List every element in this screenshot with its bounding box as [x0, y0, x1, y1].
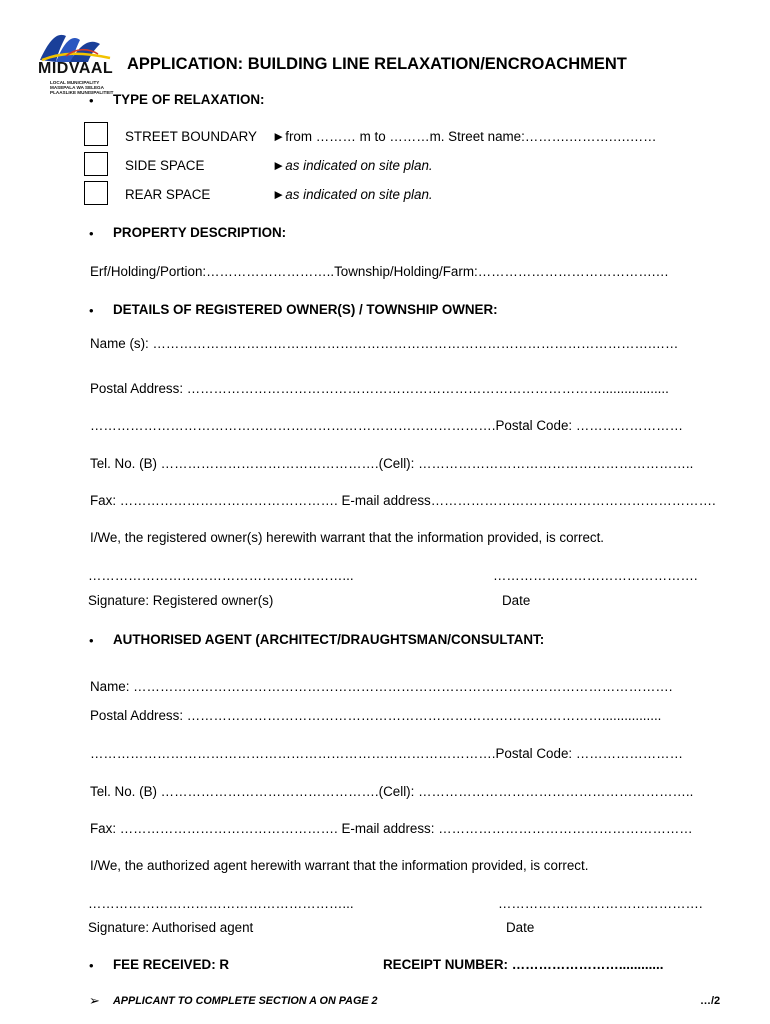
- bullet-icon: •: [89, 633, 94, 648]
- logo-subtitle-3: PLAASLIKE MUNISIPALITEIT: [50, 90, 114, 95]
- page-title: APPLICATION: BUILDING LINE RELAXATION/ENCROACHMENT: [127, 55, 627, 73]
- owner-warrant-text: I/We, the registered owner(s) herewith warrant that the information provided, is correct.: [90, 530, 605, 545]
- side-space-checkbox[interactable]: [84, 152, 108, 176]
- owner-postal-address-field[interactable]: Postal Address: …………………………………………………………………………………..................: [90, 381, 669, 396]
- owner-signature-line[interactable]: …………………………………………………...: [88, 568, 354, 583]
- agent-heading: AUTHORISED AGENT (ARCHITECT/DRAUGHTSMAN/CONSULTANT:: [113, 632, 545, 647]
- rear-space-label: REAR SPACE: [125, 187, 211, 202]
- agent-postal-address-field[interactable]: Postal Address: …………………………………………………………………………………................: [90, 708, 662, 723]
- owner-name-field[interactable]: Name (s): ………………………………………………………………………………………………….……: [90, 336, 679, 351]
- bullet-icon: •: [89, 93, 94, 108]
- owner-date-line[interactable]: ……………………………………….: [493, 568, 698, 583]
- agent-postal-code-field[interactable]: ……………………………………………………………………………….Postal Code: ……………………: [90, 746, 683, 761]
- agent-signature-line[interactable]: …………………………………………………...: [88, 896, 354, 911]
- logo-text: MIDVAAL: [38, 60, 114, 77]
- bullet-icon: •: [89, 958, 94, 973]
- property-heading: PROPERTY DESCRIPTION:: [113, 225, 287, 240]
- logo-subtitle-1: LOCAL MUNICIPALITY: [50, 80, 100, 85]
- owner-fax-email-field[interactable]: Fax: …………………………………………. E-mail address……………………………………………………….: [90, 493, 716, 508]
- agent-name-field[interactable]: Name: ………………………………………………………………………………………………………….: [90, 679, 673, 694]
- owner-tel-field[interactable]: Tel. No. (B) ………………………………………….(Cell): ……………………………………………………..: [90, 456, 694, 471]
- agent-signature-label: Signature: Authorised agent: [88, 920, 254, 935]
- street-boundary-detail: ►from ……… m to ………m. Street name:……….……….….……: [272, 129, 657, 144]
- bullet-icon: •: [89, 226, 94, 241]
- agent-date-label: Date: [506, 920, 535, 935]
- property-description-field[interactable]: Erf/Holding/Portion:………………………..Township/Holding/Farm:………………………………….…: [90, 264, 669, 279]
- street-boundary-label: STREET BOUNDARY: [125, 129, 257, 144]
- street-boundary-checkbox[interactable]: [84, 122, 108, 146]
- receipt-number-label: RECEIPT NUMBER: ……………………............: [383, 957, 664, 972]
- relaxation-heading: TYPE OF RELAXATION:: [113, 92, 265, 107]
- page-indicator: …/2: [700, 995, 721, 1007]
- side-space-detail: ►as indicated on site plan.: [272, 158, 433, 173]
- footer-note: APPLICANT TO COMPLETE SECTION A ON PAGE 2: [113, 995, 378, 1007]
- agent-tel-field[interactable]: Tel. No. (B) ………………………………………….(Cell): ……………………………………………………..: [90, 784, 694, 799]
- logo-subtitle-2: MASEPALA WA SELEGA: [50, 85, 104, 90]
- agent-date-line[interactable]: ……………………………………….: [498, 896, 703, 911]
- owner-signature-label: Signature: Registered owner(s): [88, 593, 274, 608]
- side-space-label: SIDE SPACE: [125, 158, 205, 173]
- owner-postal-code-field[interactable]: ……………………………………………………………………………….Postal Code: ……………………: [90, 418, 683, 433]
- agent-fax-email-field[interactable]: Fax: …………………………………………. E-mail address: …………………………………………………: [90, 821, 693, 836]
- bullet-icon: •: [89, 303, 94, 318]
- arrow-icon: ➢: [89, 993, 100, 1008]
- rear-space-detail: ►as indicated on site plan.: [272, 187, 433, 202]
- fee-received-label: FEE RECEIVED: R: [113, 957, 230, 972]
- agent-warrant-text: I/We, the authorized agent herewith warrant that the information provided, is correct.: [90, 858, 589, 873]
- owner-date-label: Date: [502, 593, 531, 608]
- rear-space-checkbox[interactable]: [84, 181, 108, 205]
- owner-heading: DETAILS OF REGISTERED OWNER(S) / TOWNSHIP OWNER:: [113, 302, 498, 317]
- midvaal-logo: [36, 30, 114, 100]
